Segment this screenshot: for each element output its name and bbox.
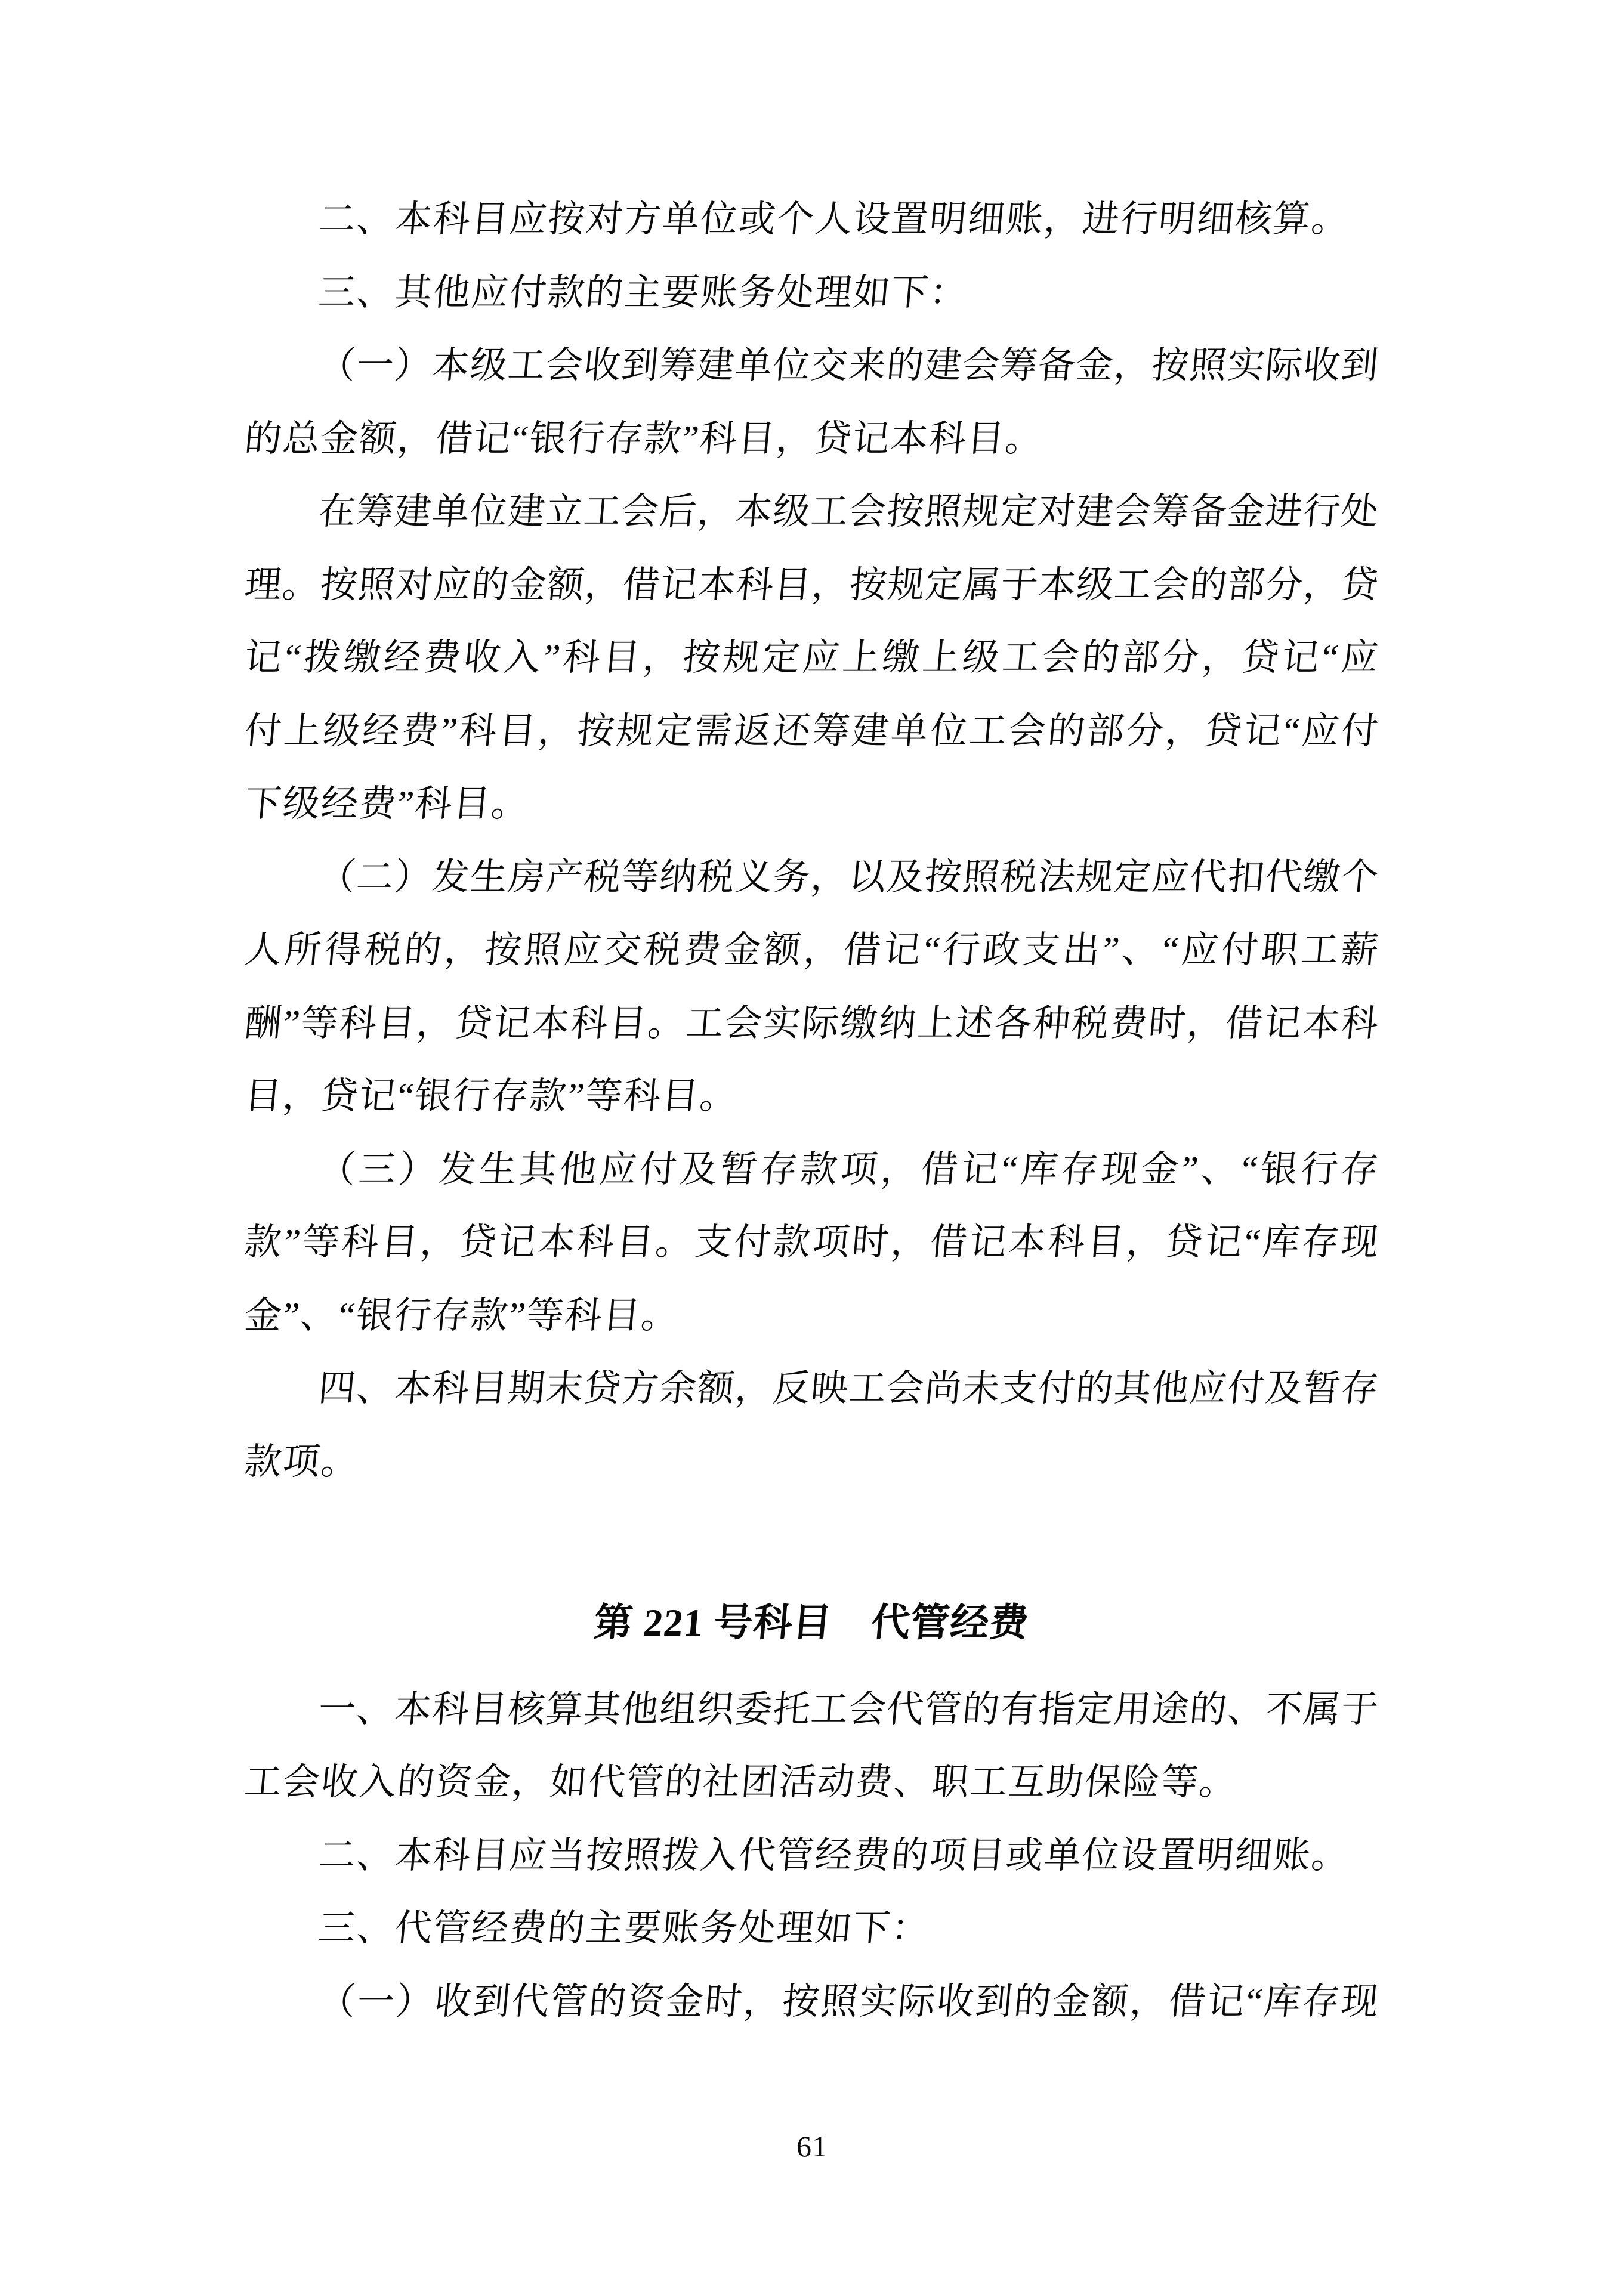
body-line: 金”、“银行存款”等科目。 — [243, 1295, 681, 1336]
page-number: 61 — [796, 2130, 828, 2163]
body-line: 二、本科目应按对方单位或个人设置明细账，进行明细核算。 — [317, 199, 1352, 240]
body-line: 三、其他应付款的主要账务处理如下： — [317, 272, 970, 313]
body-line: 人所得税的，按照应交税费金额，借记“行政支出”、“应付职工薪 — [243, 930, 1380, 971]
body-line: 目，贷记“银行存款”等科目。 — [243, 1076, 740, 1117]
body-line: 理。按照对应的金额，借记本科目，按规定属于本级工会的部分，贷 — [243, 564, 1380, 605]
body-line: 款”等科目，贷记本科目。支付款项时，借记本科目，贷记“库存现 — [243, 1222, 1380, 1263]
body-line: 在筹建单位建立工会后，本级工会按照规定对建会筹备金进行处 — [317, 492, 1380, 532]
body-line: 款项。 — [243, 1441, 362, 1482]
document-body — [245, 183, 1378, 2038]
body-line: 三、代管经费的主要账务处理如下： — [317, 1908, 932, 1949]
body-line: 记“拨缴经费收入”科目，按规定应上缴上级工会的部分，贷记“应 — [243, 638, 1380, 678]
body-line: 一、本科目核算其他组织委托工会代管的有指定用途的、不属于 — [317, 1689, 1380, 1730]
body-line: （二）发生房产税等纳税义务，以及按照税法规定应代扣代缴个 — [317, 857, 1380, 898]
body-line: （三）发生其他应付及暂存款项，借记“库存现金”、“银行存 — [317, 1149, 1380, 1190]
body-line: （一）收到代管的资金时，按照实际收到的金额，借记“库存现 — [317, 1981, 1380, 2022]
body-line: 四、本科目期末贷方余额，反映工会尚未支付的其他应付及暂存 — [317, 1368, 1380, 1409]
body-line: 酬”等科目，贷记本科目。工会实际缴纳上述各种税费时，借记本科 — [243, 1003, 1380, 1044]
body-line: （一）本级工会收到筹建单位交来的建会筹备金，按照实际收到 — [317, 345, 1380, 386]
body-line: 下级经费”科目。 — [243, 784, 532, 824]
body-line: 的总金额，借记“银行存款”科目，贷记本科目。 — [243, 418, 1046, 459]
body-line: 二、本科目应当按照拨入代管经费的项目或单位设置明细账。 — [317, 1835, 1352, 1876]
body-line: 付上级经费”科目，按规定需返还筹建单位工会的部分，贷记“应付 — [243, 710, 1380, 752]
body-line: 工会收入的资金，如代管的社团活动费、职工互助保险等。 — [243, 1762, 1240, 1803]
section-heading: 第 221 号科目 代管经费 — [592, 1602, 1031, 1645]
